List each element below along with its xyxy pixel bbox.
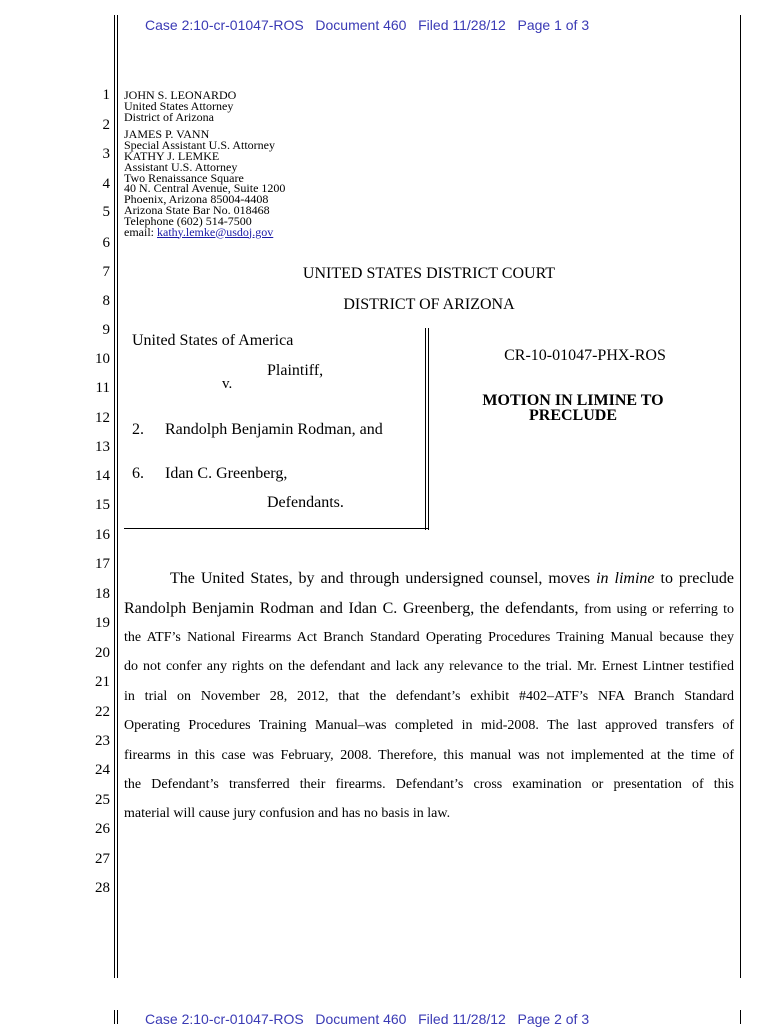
counsel-bar-number: Arizona State Bar No. 018468 <box>124 202 270 217</box>
court-district: DISTRICT OF ARIZONA <box>343 296 515 313</box>
line-number: 20 <box>95 645 110 661</box>
line-number: 14 <box>95 468 110 484</box>
line-number: 18 <box>95 586 110 602</box>
body-line-2-text-a: Randolph Benjamin Rodman and Idan C. Greenberg, the defendants, <box>124 600 585 617</box>
caption-versus: v. <box>222 376 233 392</box>
left-margin-rule <box>114 15 115 978</box>
page-header: Case 2:10-cr-01047-ROS Document 460 Filed 11/28/12 Page 1 of 3 <box>145 17 590 33</box>
caption-defendant-1-number: 2. <box>132 421 144 438</box>
caption-plaintiff-label: Plaintiff, <box>267 362 324 379</box>
caption-rule-vertical <box>425 328 426 530</box>
line-number: 28 <box>95 880 110 896</box>
counsel-name-1: JOHN S. LEONARDO <box>124 88 237 102</box>
line-number: 26 <box>95 821 110 837</box>
right-margin-rule <box>740 15 741 978</box>
body-line-1-italic: in limine <box>596 570 655 587</box>
line-number: 4 <box>102 176 110 192</box>
line-number: 15 <box>95 497 110 513</box>
body-line-1-text-b: to preclude <box>654 570 734 587</box>
line-number: 2 <box>102 117 110 133</box>
counsel-email-link[interactable]: kathy.lemke@usdoj.gov <box>157 224 274 239</box>
counsel-email-row <box>124 224 285 239</box>
counsel-name-3: KATHY J. LEMKE <box>124 148 220 163</box>
line-number: 11 <box>95 380 110 396</box>
line-number: 22 <box>95 704 110 720</box>
body-line-5: in trial on November 28, 2012, that the defendant’s exhibit #402–ATF’s NFA Branch Standard <box>124 689 734 704</box>
caption-defendant-2: Idan C. Greenberg, <box>165 465 288 482</box>
counsel-title-2: Special Assistant U.S. Attorney <box>124 138 275 153</box>
counsel-address-3: Phoenix, Arizona 85004-4408 <box>124 192 269 207</box>
counsel-district: District of Arizona <box>124 109 214 124</box>
line-number: 24 <box>95 762 110 778</box>
caption-plaintiff: United States of America <box>132 332 294 349</box>
line-number: 12 <box>95 410 110 426</box>
caption-rule-horizontal <box>124 528 428 529</box>
line-number: 3 <box>102 146 110 162</box>
caption-defendants-label: Defendants. <box>267 494 344 511</box>
caption-defendant-1: Randolph Benjamin Rodman, and <box>165 421 383 438</box>
body-line-3: the ATF’s National Firearms Act Branch Standard Operating Procedures Training Manual because they <box>124 630 734 645</box>
line-number: 16 <box>95 527 110 543</box>
line-number: 6 <box>102 235 110 251</box>
counsel-title-1: United States Attorney <box>124 98 234 113</box>
counsel-email-label: email: <box>124 224 157 239</box>
page-2-right-rule <box>740 1010 741 1024</box>
line-number: 23 <box>95 733 110 749</box>
line-number: 1 <box>102 87 110 103</box>
line-number: 13 <box>95 439 110 455</box>
left-margin-rule-inner <box>117 15 118 978</box>
line-number: 10 <box>95 351 110 367</box>
case-number: CR-10-01047-PHX-ROS <box>504 347 666 364</box>
counsel-telephone: Telephone (602) 514-7500 <box>124 213 252 228</box>
line-number: 8 <box>102 293 110 309</box>
line-number: 25 <box>95 792 110 808</box>
body-line-1-text-a: The United States, by and through undersigned counsel, moves <box>170 570 597 587</box>
body-line-2-text-b: from using or referring to <box>584 602 734 617</box>
line-number: 17 <box>95 556 110 572</box>
line-number: 7 <box>102 264 110 280</box>
body-line-1 <box>170 570 734 588</box>
line-number: 5 <box>102 204 110 220</box>
page-2-header: Case 2:10-cr-01047-ROS Document 460 Filed 11/28/12 Page 2 of 3 <box>145 1011 590 1027</box>
line-number: 21 <box>95 674 110 690</box>
line-number: 19 <box>95 615 110 631</box>
body-line-6: Operating Procedures Training Manual–was completed in mid-2008. The last approved transfers of <box>124 718 734 733</box>
motion-title-line-2: PRECLUDE <box>528 407 617 424</box>
body-line-2 <box>124 600 734 618</box>
counsel-title-3: Assistant U.S. Attorney <box>124 159 238 174</box>
caption-defendant-2-number: 6. <box>132 465 144 482</box>
line-number: 9 <box>102 322 110 338</box>
counsel-address-2: 40 N. Central Avenue, Suite 1200 <box>124 181 286 196</box>
page-2-left-rule <box>114 1010 115 1024</box>
counsel-block <box>124 90 285 237</box>
body-line-4: do not confer any rights on the defendant and lack any relevance to the trial. Mr. Ernest Lintner testified <box>124 659 734 674</box>
line-number: 27 <box>95 851 110 867</box>
caption-rule-vertical-inner <box>428 328 429 530</box>
body-line-9: material will cause jury confusion and has no basis in law. <box>124 806 451 821</box>
body-line-8: the Defendant’s transferred their firearms. Defendant’s cross examination or presentation of this <box>124 777 734 792</box>
body-line-7: firearms in this case was February, 2008. Therefore, this manual was not implemented at the time of <box>124 748 734 763</box>
page-2-left-rule-inner <box>117 1010 118 1024</box>
court-name: UNITED STATES DISTRICT COURT <box>302 265 556 282</box>
motion-title-line-1: MOTION IN LIMINE TO <box>482 392 664 409</box>
counsel-name-2: JAMES P. VANN <box>124 127 210 142</box>
counsel-address-1: Two Renaissance Square <box>124 170 244 185</box>
